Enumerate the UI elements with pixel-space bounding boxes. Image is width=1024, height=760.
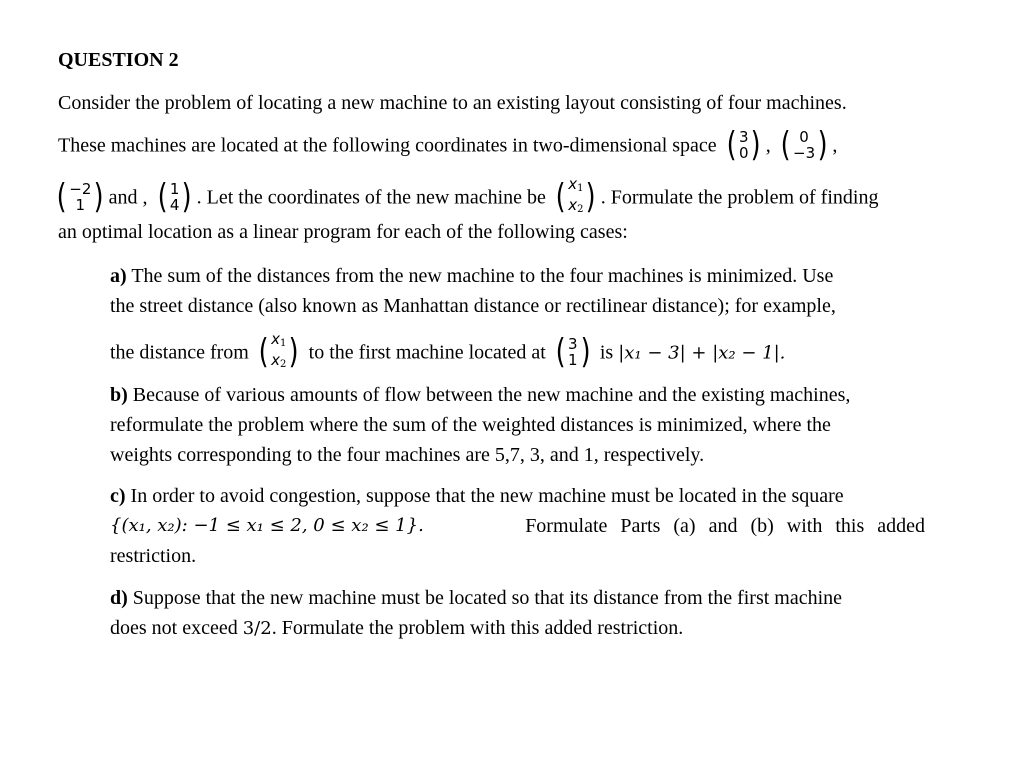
intro-line-2-text: These machines are located at the following coordinates in two-dimensional space — [58, 134, 717, 157]
part-d-line-2: does not exceed 3/2. Formulate the problem with this added restriction. — [110, 617, 684, 639]
intro-line-2: These machines are located at the following coordinates in two-dimensional space ( 3 0 ) , ( 0 −3 ) , — [58, 125, 838, 165]
vector-first-machine: ( 3 1 ) — [555, 332, 591, 372]
part-d-label: d) — [110, 587, 128, 609]
part-c-line-1: c) In order to avoid congestion, suppose that the new machine must be located in the square — [110, 485, 844, 507]
vector-new-machine-a: ( $x_1$ $x_2$ ) — [258, 330, 299, 372]
vector-machine-4: ( 1 4 ) — [157, 177, 192, 217]
manhattan-distance-formula: |x₁ − 3| + |x₂ − 1|. — [618, 342, 786, 364]
part-a-line-1: a) The sum of the distances from the new machine to the four machines is minimized. Use — [110, 265, 834, 287]
part-b-line-3: weights corresponding to the four machines are 5,7, 3, and 1, respectively. — [110, 444, 705, 466]
part-c-line-2: {(x₁, x₂): −1 ≤ x₁ ≤ 2, 0 ≤ x₂ ≤ 1}. Formulate Parts (a) and (b) with this added — [110, 515, 925, 537]
max-distance-value: 3/2 — [242, 618, 272, 639]
part-b-line-1: b) Because of various amounts of flow between the new machine and the existing machines, — [110, 384, 851, 406]
intro-line-4: an optimal location as a linear program for each of the following cases: — [58, 221, 628, 243]
intro-line-3 — [52, 175, 879, 220]
intro-line-3-text-b: . Formulate the problem of finding — [600, 186, 879, 209]
part-b-label: b) — [110, 384, 128, 406]
and-text: and , — [108, 186, 148, 209]
part-b-line-2: reformulate the problem where the sum of the weighted distances is minimized, where the — [110, 414, 831, 436]
vector-machine-3: ( −2 1 ) — [56, 177, 104, 217]
part-d-line-1: d) Suppose that the new machine must be located so that its distance from the first machine — [110, 587, 843, 609]
question-title: QUESTION 2 — [58, 49, 179, 71]
intro-line-3-text-a: . Let the coordinates of the new machine be — [196, 186, 546, 209]
vector-machine-1: ( 3 0 ) — [726, 125, 762, 165]
square-set-notation: {(x₁, x₂): −1 ≤ x₁ ≤ 2, 0 ≤ x₂ ≤ 1}. — [110, 515, 424, 536]
vector-new-machine: ( $x_1$ $x_2$ ) — [555, 175, 597, 217]
part-c-line-3: restriction. — [110, 545, 197, 567]
part-a-line-3: the distance from ( $x_1$ $x_2$ ) to the first machine located at ( 3 1 ) is |x₁ − 3| + |x₂ − 1|. — [110, 330, 786, 372]
part-a-line-2: the street distance (also known as Manhattan distance or rectilinear distance); for example, — [110, 295, 836, 317]
vector-machine-2: ( 0 −3 ) — [780, 125, 828, 165]
intro-line-1: Consider the problem of locating a new machine to an existing layout consisting of four machines. — [58, 92, 847, 114]
part-c-label: c) — [110, 485, 126, 507]
part-a-label: a) — [110, 265, 127, 287]
